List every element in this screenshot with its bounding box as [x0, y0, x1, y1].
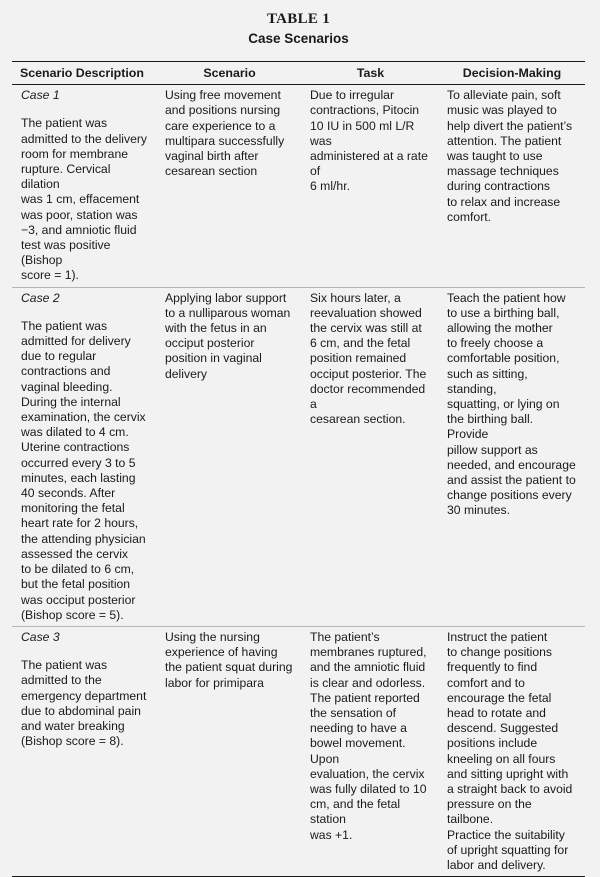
decision-making-cell: [439, 626, 585, 876]
task-cell: [302, 287, 439, 626]
header-row: [12, 62, 585, 85]
scenario-description-cell: [12, 287, 157, 626]
table-row: [12, 626, 585, 876]
task-text: The patient’s membranes ruptured, and the amniotic fluid is clear and odorless. The patient reported the sensation of needing to have a bowel movement. Upon evaluation, the cervix was fully dilated to 10 cm, and the fetal station was +1.: [310, 629, 427, 842]
case-scenarios-table: [12, 62, 585, 877]
header-scenario-description: Scenario Description: [12, 62, 157, 85]
table-heading: [12, 0, 585, 48]
scenario-cell: [157, 85, 302, 287]
header-task: Task: [302, 62, 439, 85]
table-row: [12, 287, 585, 626]
scenario-description-cell: [12, 85, 157, 287]
table-number: TABLE 1: [266, 11, 331, 27]
task-text: Six hours later, a reevaluation showed the cervix was still at 6 cm, and the fetal position remained occiput posterior. The doctor recommended a cesarean section.: [310, 290, 427, 427]
case-label: Case 1: [21, 88, 60, 103]
scenario-description-text: The patient was admitted for delivery due to regular contractions and vaginal bleeding. During the internal examination, the cervix was dilated to 4 cm. Uterine contractions occurred every 3 to 5 minutes, each lasting 40 seconds. After monitoring the fetal heart rate for 2 hours, the attending physician assessed the cervix to be dilated to 6 cm, but the fetal position was occiput posterior (Bishop score = 5).: [21, 318, 146, 622]
decision-making-text: Instruct the patient to change positions frequently to find comfort and to encourage the fetal head to rotate and descend. Suggested positions include kneeling on all fours and sitting upright with a straight back to avoid pressure on the tailbone. Practice the suitability of upright squatting for labor and delivery.: [447, 629, 573, 872]
scenario-description-text: The patient was admitted to the delivery room for membrane rupture. Cervical dilation was 1 cm, effacement was poor, station was −3, and amniotic fluid test was positive (Bishop score = 1).: [21, 116, 148, 283]
task-cell: [302, 626, 439, 876]
header-decision-making: Decision-Making: [439, 62, 585, 85]
case-label: Case 2: [21, 290, 60, 305]
scenario-cell: [157, 287, 302, 626]
decision-making-text: Teach the patient how to use a birthing ball, allowing the mother to freely choose a comfortable position, such as sitting, standing, squatting, or lying on the birthing ball. Provide pillow support as needed, and encourage and assist the patient to change positions every 30 minutes.: [447, 290, 576, 518]
decision-making-cell: [439, 85, 585, 287]
scenario-description-text: The patient was admitted to the emergency department due to abdominal pain and water breaking (Bishop score = 8).: [21, 658, 147, 749]
task-text: Due to irregular contractions, Pitocin 10 IU in 500 ml L/R was administered at a rate of 6 ml/hr.: [310, 88, 428, 194]
scenario-description-cell: [12, 626, 157, 876]
scenario-text: Applying labor support to a nulliparous woman with the fetus in an occiput posterior position in vaginal delivery: [165, 290, 291, 381]
case-label: Case 3: [21, 629, 60, 644]
table-row: [12, 85, 585, 287]
scenario-cell: [157, 626, 302, 876]
task-cell: [302, 85, 439, 287]
header-scenario: Scenario: [157, 62, 302, 85]
scenario-text: Using free movement and positions nursing care experience to a multipara successfully vaginal birth after cesarean section: [165, 88, 285, 179]
scenario-text: Using the nursing experience of having the patient squat during labor for primipara: [165, 629, 293, 690]
decision-making-cell: [439, 287, 585, 626]
decision-making-text: To alleviate pain, soft music was played to help divert the patient’s attention. The patient was taught to use massage techniques during contractions to relax and increase comfort.: [447, 88, 573, 224]
table-title: Case Scenarios: [248, 31, 349, 46]
